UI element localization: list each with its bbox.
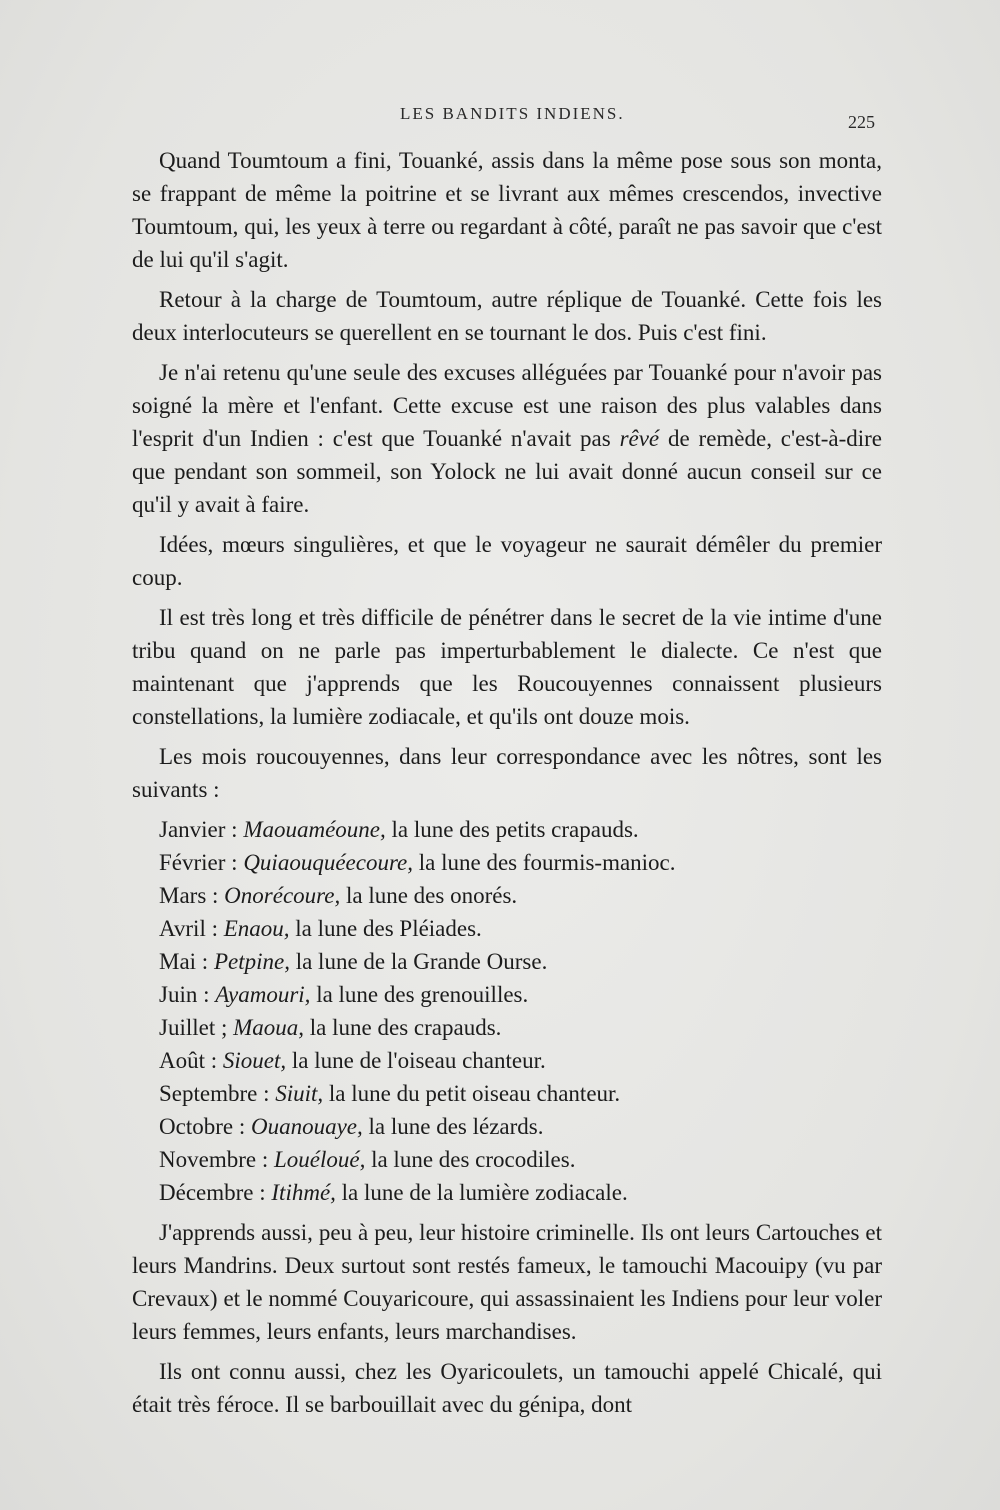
month-roucouyenne-name: Siouet, — [222, 1048, 287, 1073]
month-roucouyenne-name: Quiaouquéecoure, — [243, 850, 413, 875]
paragraph-mois-roucouyennes: Les mois roucouyennes, dans leur correspondance avec les nôtres, sont les suivants : — [132, 744, 882, 802]
paragraph-retour-a-la-charge: Retour à la charge de Toumtoum, autre réplique de Touanké. Cette fois les deux interlocuteurs se querellent en se tournant le dos. Puis c'est fini. — [132, 287, 882, 345]
month-entry — [132, 879, 882, 912]
month-entry — [132, 1176, 882, 1209]
month-roucouyenne-name: Siuit, — [275, 1081, 324, 1106]
running-title: LES BANDITS INDIENS. — [400, 104, 625, 123]
month-entry — [132, 846, 882, 879]
paragraph-toumtoum-fini: Quand Toumtoum a fini, Touanké, assis dans la même pose sous son monta, se frappant de même la poitrine et se livrant aux mêmes crescendos, invective Toumtoum, qui, les yeux à terre ou regardant à côté, paraît ne pas savoir que c'est de lui qu'il s'agit. — [132, 148, 882, 272]
month-roucouyenne-name: Ayamouri, — [215, 982, 311, 1007]
month-roucouyenne-name: Maoua, — [233, 1015, 305, 1040]
running-head — [0, 104, 1000, 134]
month-entry — [132, 1044, 882, 1077]
paragraph-text-after-italic: de remède, c'est-à-dire que pendant son sommeil, son Yolock ne lui avait donné aucun conseil sur ce qu'il y avait à faire. — [132, 426, 882, 517]
month-entry — [132, 912, 882, 945]
month-label: Février : — [159, 850, 238, 875]
italic-word-reve: rêvé — [619, 426, 660, 451]
month-label: Juillet ; — [159, 1015, 228, 1040]
month-meaning: la lune des onorés. — [345, 883, 518, 908]
month-meaning: la lune des grenouilles. — [316, 982, 529, 1007]
paragraph-idees-moeurs: Idées, mœurs singulières, et que le voyageur ne saurait démêler du premier coup. — [132, 532, 882, 590]
month-roucouyenne-name: Louéloué, — [273, 1147, 366, 1172]
page-body — [132, 144, 882, 1428]
month-roucouyenne-name: Ouanouaye, — [250, 1114, 363, 1139]
month-list — [132, 813, 882, 1209]
month-roucouyenne-name: Petpine, — [213, 949, 290, 974]
month-roucouyenne-name: Maouaméoune, — [243, 817, 386, 842]
month-meaning: la lune de la Grande Ourse. — [295, 949, 548, 974]
month-roucouyenne-name: Enaou, — [223, 916, 290, 941]
page-number: 225 — [848, 112, 875, 132]
month-meaning: la lune des Pléiades. — [295, 916, 482, 941]
month-entry — [132, 1011, 882, 1044]
month-meaning: la lune de la lumière zodiacale. — [341, 1180, 628, 1205]
month-label: Mars : — [159, 883, 219, 908]
month-roucouyenne-name: Onorécoure, — [224, 883, 341, 908]
month-entry — [132, 1110, 882, 1143]
month-meaning: la lune des petits crapauds. — [391, 817, 639, 842]
month-entry — [132, 813, 882, 846]
month-label: Octobre : — [159, 1114, 246, 1139]
month-label: Mai : — [159, 949, 209, 974]
paragraph-histoire-criminelle: J'apprends aussi, peu à peu, leur histoire criminelle. Ils ont leurs Cartouches et leurs Mandrins. Deux surtout sont restés fameux, le tamouchi Macouipy (vu par Crevaux) et le nommé Couyaricoure, qui assassinaient les Indiens pour leur voler leurs femmes, leurs enfants, leurs marchandises. — [132, 1220, 882, 1344]
month-meaning: la lune des lézards. — [368, 1114, 544, 1139]
month-entry — [132, 1077, 882, 1110]
paragraph-text-before-italic: Je n'ai retenu qu'une seule des excuses alléguées par Touanké pour n'avoir pas soigné la mère et l'enfant. Cette excuse est une raison des plus valables dans l'esprit d'un Indien : c'est que Touanké n'avait pas — [132, 360, 882, 451]
month-label: Septembre : — [159, 1081, 270, 1106]
month-entry — [132, 978, 882, 1011]
month-label: Août : — [159, 1048, 218, 1073]
month-meaning: la lune des fourmis-manioc. — [418, 850, 676, 875]
month-entry — [132, 1143, 882, 1176]
month-meaning: la lune de l'oiseau chanteur. — [291, 1048, 546, 1073]
month-label: Juin : — [159, 982, 210, 1007]
month-label: Décembre : — [159, 1180, 266, 1205]
paragraph-excuses-touanke — [132, 356, 882, 521]
month-label: Novembre : — [159, 1147, 269, 1172]
month-meaning: la lune des crocodiles. — [371, 1147, 576, 1172]
month-meaning: la lune du petit oiseau chanteur. — [328, 1081, 621, 1106]
paragraph-vie-intime-tribu: Il est très long et très difficile de pénétrer dans le secret de la vie intime d'une tribu quand on ne parle pas imperturbablement le dialecte. Ce n'est que maintenant que j'apprends que les Roucouyennes connaissent plusieurs constellations, la lumière zodiacale, et qu'ils ont douze mois. — [132, 605, 882, 729]
month-label: Avril : — [159, 916, 218, 941]
month-entry — [132, 945, 882, 978]
month-roucouyenne-name: Itihmé, — [271, 1180, 336, 1205]
month-meaning: la lune des crapauds. — [309, 1015, 502, 1040]
month-label: Janvier : — [159, 817, 238, 842]
paragraph-oyaricoulets: Ils ont connu aussi, chez les Oyaricoulets, un tamouchi appelé Chicalé, qui était très féroce. Il se barbouillait avec du génipa, dont — [132, 1359, 882, 1417]
